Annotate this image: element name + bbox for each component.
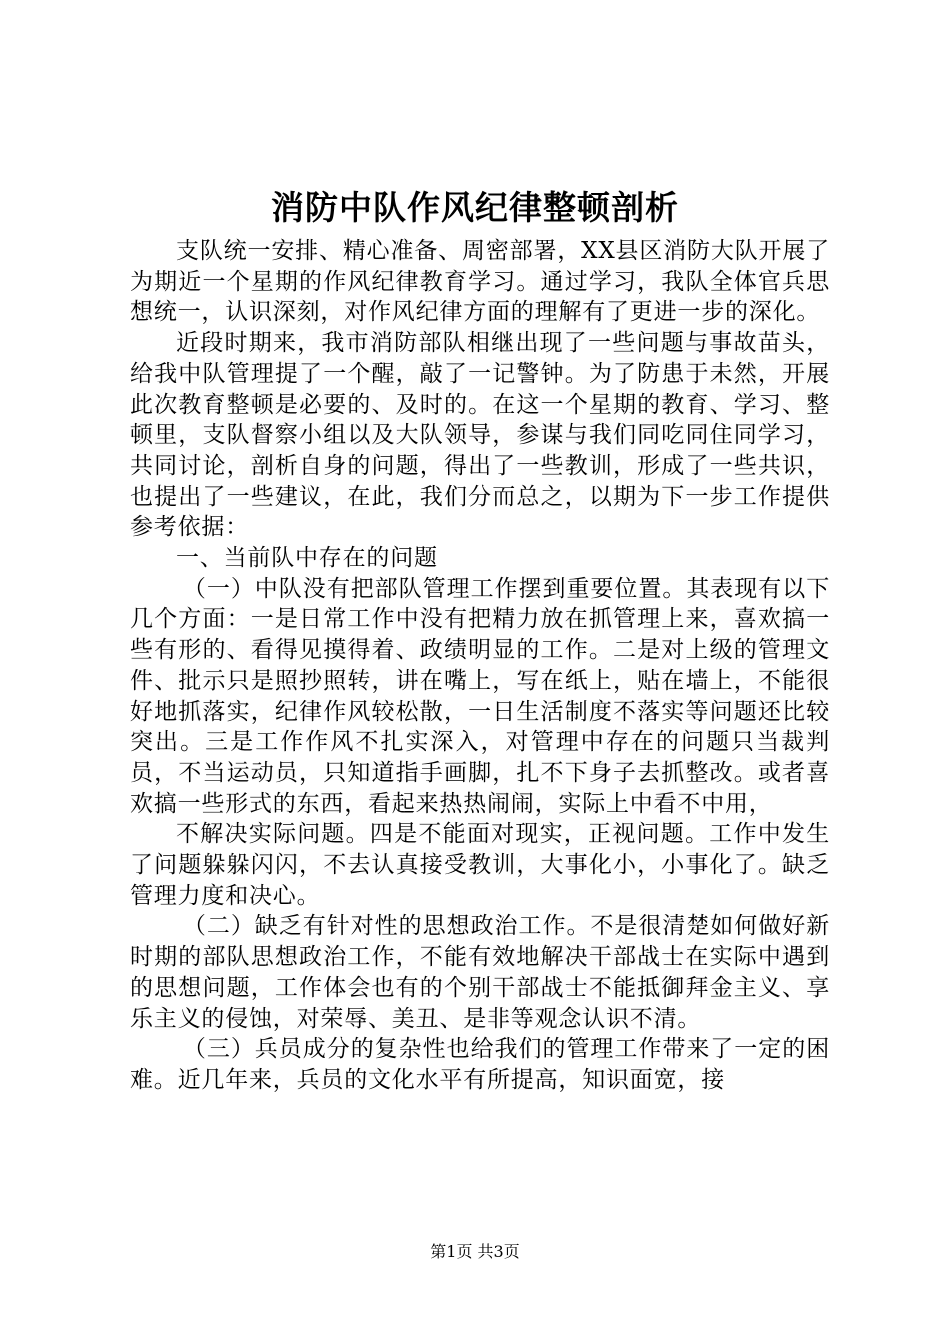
paragraph-problem-1: （一）中队没有把部队管理工作摆到重要位置。其表现有以下几个方面：一是日常工作中没有把精力放在抓管理上来，喜欢搞一些有形的、看得见摸得着、政绩明显的工作。二是对上级的管理文件、批示只是照抄照转，讲在嘴上，写在纸上，贴在墙上，不能很好地抓落实，纪律作风较松散，一日生活制度不落实等问题还比较突出。三是工作作风不扎实深入，对管理中存在的问题只当裁判员，不当运动员，只知道指手画脚，扎不下身子去抓整改。或者喜欢搞一些形式的东西，看起来热热闹闹，实际上中看不中用， [130,575,830,817]
document-title: 消防中队作风纪律整顿剖析 [271,188,679,227]
paragraph-problem-2: （二）缺乏有针对性的思想政治工作。不是很清楚如何做好新时期的部队思想政治工作，不能有效地解决干部战士在实际中遇到的思想问题，工作体会也有的个别干部战士不能抵御拜金主义、享乐主义的侵蚀，对荣辱、美丑、是非等观念认识不清。 [130,913,830,1032]
section-heading-problems: 一、当前队中存在的问题 [176,545,438,572]
paragraph-problem-3: （三）兵员成分的复杂性也给我们的管理工作带来了一定的困难。近几年来，兵员的文化水平有所提高，知识面宽，接 [130,1036,830,1093]
paragraph-background: 近段时期来，我市消防部队相继出现了一些问题与事故苗头，给我中队管理提了一个醒，敲了一记警钟。为了防患于未然，开展此次教育整顿是必要的、及时的。在这一个星期的教育、学习、整顿里，支队督察小组以及大队领导，参谋与我们同吃同住同学习，共同讨论，剖析自身的问题，得出了一些教训，形成了一些共识，也提出了一些建议，在此，我们分而总之，以期为下一步工作提供参考依据： [130,330,830,541]
document-body [130,236,830,1096]
paragraph-intro: 支队统一安排、精心准备、周密部署，XX县区消防大队开展了为期近一个星期的作风纪律教育学习。通过学习，我队全体官兵思想统一，认识深刻，对作风纪律方面的理解有了更进一步的深化。 [130,238,830,326]
page-number-footer: 第1页 共3页 [430,1242,520,1261]
paragraph-problem-1-continued: 不解决实际问题。四是不能面对现实，正视问题。工作中发生了问题躲躲闪闪，不去认真接受教训，大事化小，小事化了。缺乏管理力度和决心。 [130,821,830,909]
